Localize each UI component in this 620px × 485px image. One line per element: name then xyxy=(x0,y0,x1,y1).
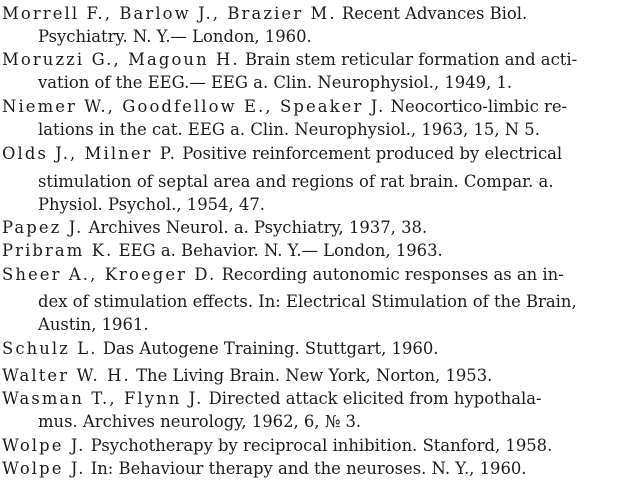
reference-authors: Schulz L. xyxy=(2,339,98,358)
reference-line: Psychiatry. N. Y.— London, 1960. xyxy=(38,27,312,46)
reference-line xyxy=(2,241,443,261)
reference-line: mus. Archives neurology, 1962, 6, № 3. xyxy=(38,412,362,431)
reference-text: Positive reinforcement produced by electrical xyxy=(177,144,563,163)
reference-text: EEG a. Behavior. N. Y.— London, 1963. xyxy=(113,241,443,260)
reference-text: Das Autogene Training. Stuttgart, 1960. xyxy=(97,339,439,358)
reference-line xyxy=(2,389,542,409)
reference-line xyxy=(2,265,564,285)
reference-authors: Olds J., Milner P. xyxy=(2,144,178,163)
reference-text: Recent Advances Biol. xyxy=(336,4,528,23)
reference-line xyxy=(2,366,492,386)
reference-line xyxy=(2,339,438,359)
reference-authors: Walter W. H. xyxy=(2,366,131,385)
reference-text: Directed attack elicited from hypothala- xyxy=(203,389,542,408)
reference-text: Brain stem reticular formation and acti- xyxy=(239,50,578,69)
reference-authors: Moruzzi G., Magoun H. xyxy=(2,50,240,69)
reference-line: Physiol. Psychol., 1954, 47. xyxy=(38,195,265,214)
reference-line: dex of stimulation effects. In: Electrical Stimulation of the Brain, xyxy=(38,292,577,311)
reference-text: The Living Brain. New York, Norton, 1953. xyxy=(130,366,493,385)
reference-authors: Wasman T., Flynn J. xyxy=(2,389,204,408)
reference-text: Psychotherapy by reciprocal inhibition. Stanford, 1958. xyxy=(85,436,553,455)
reference-text: Recording autonomic responses as an in- xyxy=(216,265,564,284)
reference-authors: Morrell F., Barlow J., Brazier M. xyxy=(2,4,337,23)
reference-authors: Wolpe J. xyxy=(2,436,86,455)
reference-line: stimulation of septal area and regions of rat brain. Compar. a. xyxy=(38,172,554,191)
reference-text: In: Behaviour therapy and the neuroses. N. Y., 1960. xyxy=(85,459,527,478)
reference-authors: Sheer A., Kroeger D. xyxy=(2,265,217,284)
reference-text: Archives Neurol. a. Psychiatry, 1937, 38. xyxy=(83,218,428,237)
reference-line xyxy=(2,459,527,479)
reference-authors: Niemer W., Goodfellow E., Speaker J. xyxy=(2,97,386,116)
reference-line xyxy=(2,436,552,456)
reference-line xyxy=(2,97,567,117)
reference-line: lations in the cat. EEG a. Clin. Neurophysiol., 1963, 15, N 5. xyxy=(38,120,540,139)
reference-line: Austin, 1961. xyxy=(38,315,149,334)
reference-authors: Papez J. xyxy=(2,218,84,237)
reference-authors: Wolpe J. xyxy=(2,459,86,478)
reference-text: Neocortico-limbic re- xyxy=(385,97,568,116)
reference-line: vation of the EEG.— EEG a. Clin. Neurophysiol., 1949, 1. xyxy=(38,73,513,92)
reference-line xyxy=(2,4,610,24)
reference-line xyxy=(2,50,577,70)
reference-line xyxy=(2,144,562,164)
reference-line xyxy=(2,218,427,238)
reference-authors: Pribram K. xyxy=(2,241,114,260)
